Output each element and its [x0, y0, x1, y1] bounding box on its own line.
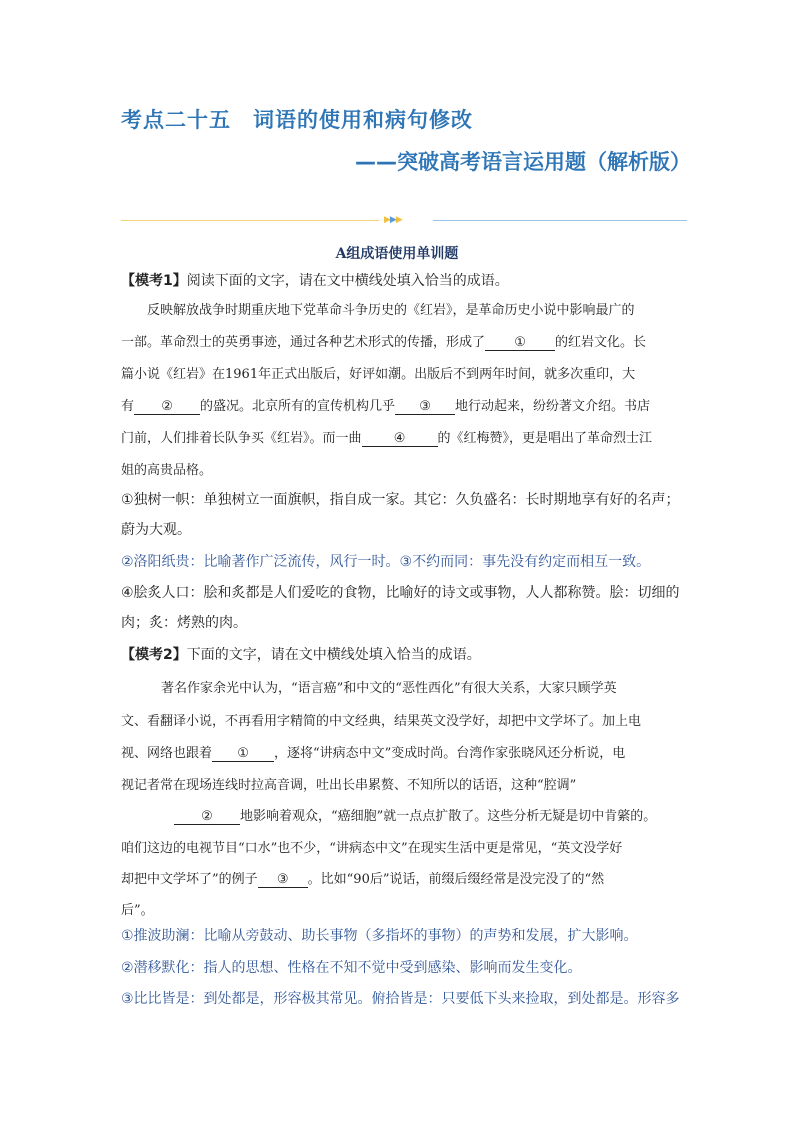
question-1-prompt: [121, 270, 509, 290]
passage-line: 后”。: [121, 903, 154, 918]
blank-4[interactable]: ④: [362, 432, 438, 447]
title-topic-name: 词语的使用和病句修改: [253, 108, 473, 132]
question-1-passage: [121, 299, 677, 479]
passage-line: 有 ② 的盛况。北京所有的宣传机构几乎 ③ 地行动起来，纷纷著文介绍。书店: [121, 399, 651, 414]
passage-line: 姐的高贵品格。: [121, 463, 213, 478]
answer-line: ②洛阳纸贵：比喻著作广泛流传，风行一时。③不约而同：事先没有约定而相互一致。: [121, 554, 651, 570]
answer-line: ①独树一帜：单独树立一面旗帜，指自成一家。其它：久负盛名：长时期地享有好的名声；: [121, 492, 680, 508]
question-2-tag: 【模考2】: [121, 647, 187, 663]
passage-line: 咱们这边的电视节目“口水”也不少，“讲病态中文”在现实生活中更是常见，“英文没学好: [121, 841, 623, 856]
decorative-divider: [121, 216, 687, 226]
passage-line: 反映解放战争时期重庆地下党革命斗争历史的《红岩》，是革命历史小说中影响最广的: [147, 303, 635, 318]
answer-line: ③比比皆是：到处都是，形容极其常见。俯拾皆是：只要低下头来捡取，到处都是。形容多: [121, 991, 680, 1007]
passage-line: 文、看翻译小说，不再看用字精简的中文经典，结果英文没学好，却把中文学坏了。加上电: [121, 714, 642, 729]
passage-line: ② 地影响着观众，“癌细胞”就一点点扩散了。这些分析无疑是切中肯綮的。: [174, 805, 656, 825]
passage-line: 门前，人们排着长队争买《红岩》。而一曲 ④ 的《红梅赞》，更是唱出了革命烈士江: [121, 431, 653, 446]
page-title: [121, 104, 473, 134]
blank-1[interactable]: ①: [485, 336, 555, 351]
passage-line: 视记者常在现场连线时拉高音调，吐出长串累赘、不知所以的话语，这种“腔调”: [121, 778, 577, 793]
passage-line: 著名作家余光中认为，“语言癌”和中文的“恶性西化”有很大关系，大家只顾学英: [161, 681, 617, 696]
triangle-arrows-icon: ▶▶▶: [384, 215, 402, 225]
blank-3[interactable]: ③: [395, 400, 455, 415]
question-2-text: 下面的文字，请在文中横线处填入恰当的成语。: [186, 647, 481, 663]
question-2-prompt: [121, 644, 481, 664]
answer-line: ④脍炙人口：脍和炙都是人们爱吃的食物，比喻好的诗文或事物，人人都称赞。脍：切细的: [121, 585, 680, 601]
blank-2[interactable]: ②: [174, 810, 240, 825]
answer-line: ①推波助澜：比喻从旁鼓动、助长事物（多指坏的事物）的声势和发展，扩大影响。: [121, 928, 638, 944]
question-1-tag: 【模考1】: [121, 273, 187, 289]
page-subtitle: ——突破高考语言运用题（解析版）: [355, 150, 691, 174]
passage-line: 视、网络也跟着 ① ，逐将“讲病态中文”变成时尚。台湾作家张晓风还分析说，电: [121, 746, 626, 761]
passage-line: 一部。革命烈士的英勇事迹，通过各种艺术形式的传播，形成了 ① 的红岩文化。长: [121, 335, 647, 350]
passage-line: 篇小说《红岩》在1961年正式出版后，好评如潮。出版后不到两年时间，就多次重印，大: [121, 367, 636, 382]
blank-2[interactable]: ②: [134, 400, 200, 415]
section-heading: A组成语使用单训题: [335, 246, 459, 262]
question-2-passage: [121, 677, 677, 918]
blank-1[interactable]: ①: [212, 747, 274, 762]
question-1-text: 阅读下面的文字，请在文中横线处填入恰当的成语。: [186, 273, 509, 289]
passage-line: 却把中文学坏了”的例子 ③ 。比如“90后”说话，前缀后缀经常是没完没了的“然: [121, 872, 605, 887]
answer-line: 蔚为大观。: [121, 522, 191, 538]
divider-line-right: [433, 220, 687, 221]
answer-line: 肉；炙：烤熟的肉。: [121, 615, 247, 631]
title-topic-number: 考点二十五: [121, 108, 231, 132]
blank-3[interactable]: ③: [258, 873, 308, 888]
divider-line-left: [121, 220, 379, 221]
answer-line: ②潜移默化：指人的思想、性格在不知不觉中受到感染、影响而发生变化。: [121, 960, 582, 976]
